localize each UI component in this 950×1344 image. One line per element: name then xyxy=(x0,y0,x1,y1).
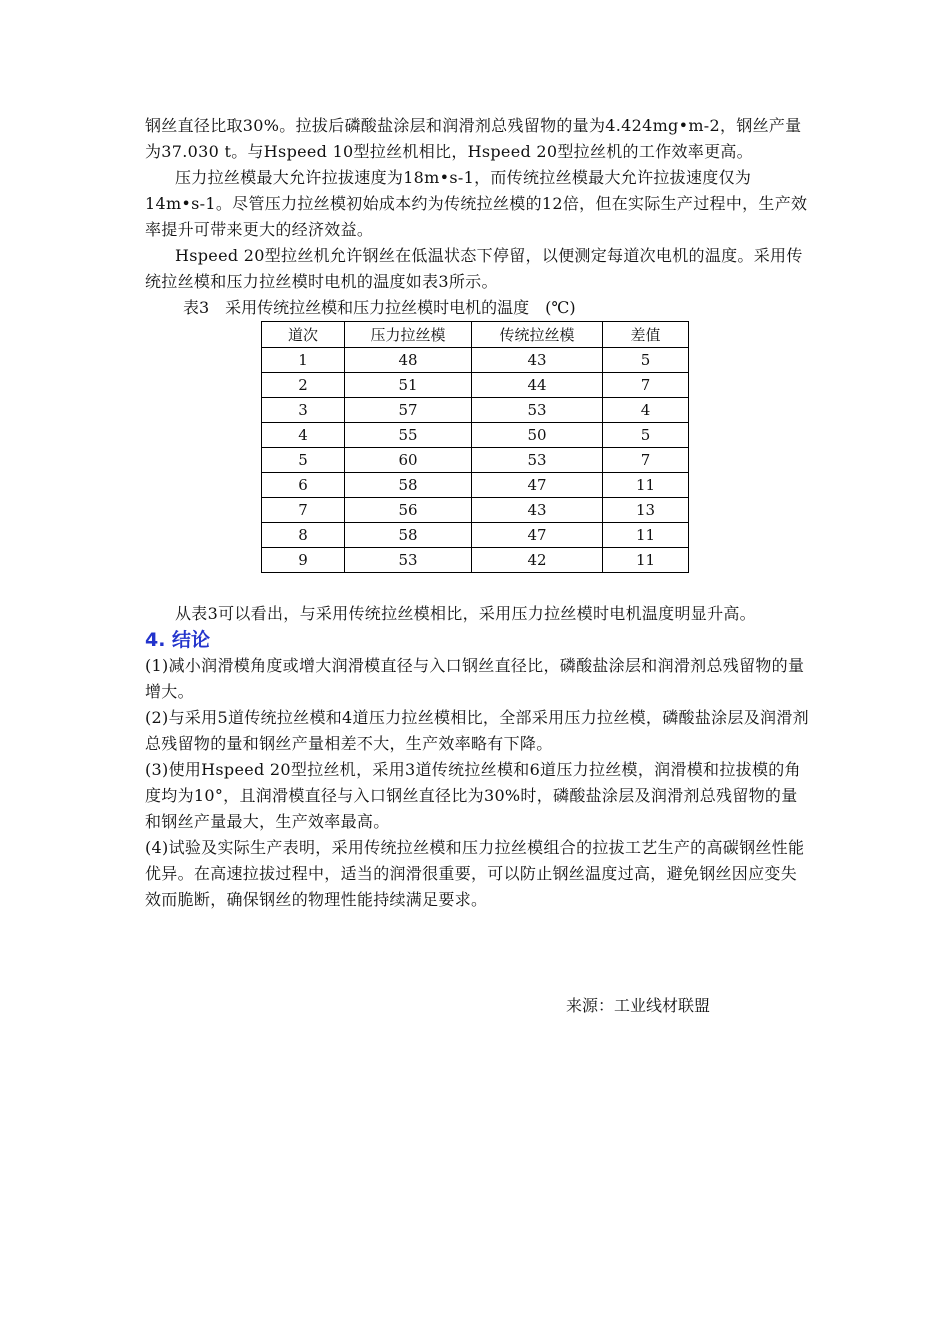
table-cell: 47 xyxy=(472,473,603,498)
table-cell: 43 xyxy=(472,498,603,523)
table-cell: 57 xyxy=(345,398,472,423)
paragraph-4: 从表3可以看出，与采用传统拉丝模相比，采用压力拉丝模时电机温度明显升高。 xyxy=(175,604,756,623)
table-cell: 8 xyxy=(262,523,345,548)
table-row xyxy=(262,398,689,423)
table-cell: 5 xyxy=(603,348,689,373)
table-cell: 43 xyxy=(472,348,603,373)
table-cell: 2 xyxy=(262,373,345,398)
column-header: 差值 xyxy=(603,322,689,348)
table-cell: 53 xyxy=(472,448,603,473)
conclusion-item-3: (3)使用Hspeed 20型拉丝机，采用3道传统拉丝模和6道压力拉丝模，润滑模和拉拔模的角度均为10°，且润滑模直径与入口钢丝直径比为30%时，磷酸盐涂层及润滑剂总残留物的量和钢丝产量最大，生产效率最高。 xyxy=(145,760,801,831)
table-cell: 7 xyxy=(262,498,345,523)
table-cell: 48 xyxy=(345,348,472,373)
column-header: 道次 xyxy=(262,322,345,348)
table-cell: 13 xyxy=(603,498,689,523)
paragraph-2: 压力拉丝模最大允许拉拔速度为18m•s-1，而传统拉丝模最大允许拉拔速度仅为14m•s-1。尽管压力拉丝模初始成本约为传统拉丝模的12倍，但在实际生产过程中，生产效率提升可带来更大的经济效益。 xyxy=(145,168,808,239)
table-cell: 9 xyxy=(262,548,345,573)
table-cell: 7 xyxy=(603,373,689,398)
table-cell: 51 xyxy=(345,373,472,398)
table-cell: 58 xyxy=(345,473,472,498)
table-cell: 56 xyxy=(345,498,472,523)
table-cell: 6 xyxy=(262,473,345,498)
paragraph-1: 钢丝直径比取30%。拉拔后磷酸盐涂层和润滑剂总残留物的量为4.424mg•m-2，钢丝产量为37.030 t。与Hspeed 10型拉丝机相比，Hspeed 20型拉丝机的工作效率更高。 xyxy=(145,116,802,161)
source-credit: 来源：工业线材联盟 xyxy=(566,996,711,1015)
column-header: 传统拉丝模 xyxy=(472,322,603,348)
table-row xyxy=(262,498,689,523)
table-cell: 11 xyxy=(603,548,689,573)
table-cell: 53 xyxy=(345,548,472,573)
table-cell: 5 xyxy=(262,448,345,473)
table-cell: 44 xyxy=(472,373,603,398)
column-header: 压力拉丝模 xyxy=(345,322,472,348)
table-cell: 3 xyxy=(262,398,345,423)
table-caption: 表3 采用传统拉丝模和压力拉丝模时电机的温度 (℃) xyxy=(183,298,576,317)
table-cell: 55 xyxy=(345,423,472,448)
conclusion-item-4: (4)试验及实际生产表明，采用传统拉丝模和压力拉丝模组合的拉拔工艺生产的高碳钢丝性能优异。在高速拉拔过程中，适当的润滑很重要，可以防止钢丝温度过高，避免钢丝因应变失效而脆断，确保钢丝的物理性能持续满足要求。 xyxy=(145,838,805,909)
table-row xyxy=(262,448,689,473)
table-cell: 11 xyxy=(603,473,689,498)
table-cell: 4 xyxy=(603,398,689,423)
paragraph-3: Hspeed 20型拉丝机允许钢丝在低温状态下停留，以便测定每道次电机的温度。采用传统拉丝模和压力拉丝模时电机的温度如表3所示。 xyxy=(145,246,803,291)
table-row xyxy=(262,473,689,498)
table-cell: 4 xyxy=(262,423,345,448)
table-row xyxy=(262,423,689,448)
conclusion-item-1: (1)减小润滑模角度或增大润滑模直径与入口钢丝直径比，磷酸盐涂层和润滑剂总残留物的量增大。 xyxy=(145,656,805,701)
table-cell: 7 xyxy=(603,448,689,473)
table-cell: 60 xyxy=(345,448,472,473)
table-cell: 1 xyxy=(262,348,345,373)
temperature-table xyxy=(261,321,689,573)
table-cell: 50 xyxy=(472,423,603,448)
table-row xyxy=(262,548,689,573)
conclusion-item-2: (2)与采用5道传统拉丝模和4道压力拉丝模相比，全部采用压力拉丝模，磷酸盐涂层及润滑剂总残留物的量和钢丝产量相差不大，生产效率略有下降。 xyxy=(145,708,809,753)
table-row xyxy=(262,348,689,373)
table-cell: 53 xyxy=(472,398,603,423)
section-heading: 4. 结论 xyxy=(145,629,211,651)
table-cell: 47 xyxy=(472,523,603,548)
table-cell: 5 xyxy=(603,423,689,448)
table-cell: 58 xyxy=(345,523,472,548)
table-cell: 11 xyxy=(603,523,689,548)
table-row xyxy=(262,523,689,548)
table-header-row xyxy=(262,322,689,348)
document-body xyxy=(145,113,810,913)
table-cell: 42 xyxy=(472,548,603,573)
table-body xyxy=(262,348,689,573)
table-row xyxy=(262,373,689,398)
